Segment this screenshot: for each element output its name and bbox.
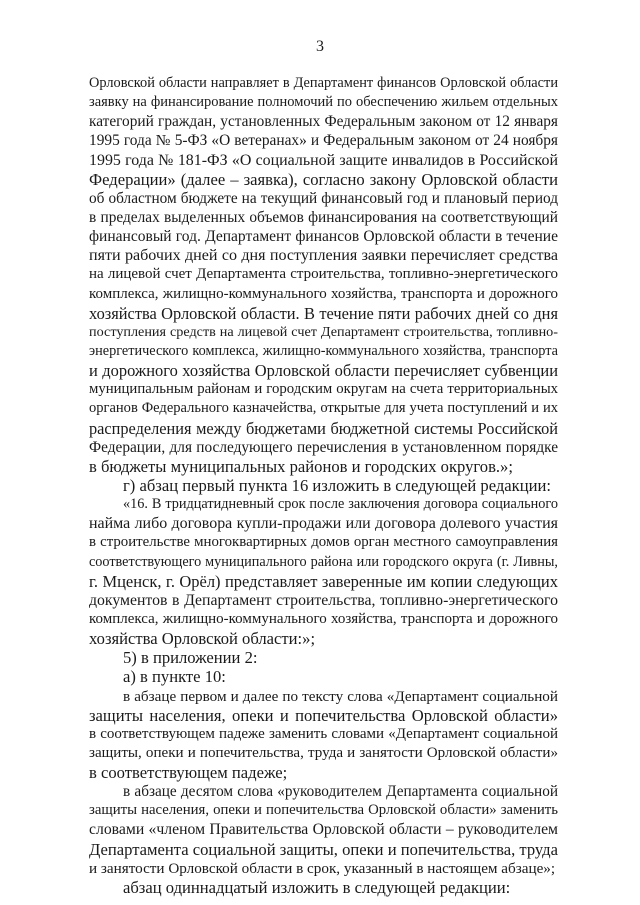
text-line: в соответствующем падеже;	[89, 763, 288, 783]
text-line: г. Мценск, г. Орёл) представляет заверенные им копии следующих	[89, 571, 558, 591]
text-line: и дорожного хозяйства Орловской области перечисляет субвенции	[89, 361, 558, 381]
text-line: хозяйства Орловской области. В течение пяти рабочих дней со дня	[89, 303, 558, 323]
text-line: 1995 года № 5-ФЗ «О ветеранах» и Федеральным законом от 24 ноября	[89, 132, 558, 150]
text-line: в бюджеты муниципальных районов и городских округов.»;	[89, 456, 513, 476]
text-line: пяти рабочих дней со дня поступления заявки перечисляет средства	[89, 247, 558, 265]
text-line: соответствующего муниципального района или городского округа (г. Ливны,	[89, 553, 558, 570]
text-line: энергетического комплекса, жилищно-коммунального хозяйства, транспорта	[89, 342, 558, 359]
text-line: комплекса, жилищно-коммунального хозяйства, транспорта и дорожного	[89, 610, 558, 627]
text-line: 1995 года № 181-ФЗ «О социальной защите инвалидов в Российской	[89, 151, 558, 169]
text-line: г) абзац первый пункта 16 изложить в следующей редакции:	[123, 475, 551, 495]
text-line: об областном бюджете на текущий финансовый год и плановый период	[89, 189, 558, 207]
text-line: защиты населения, опеки и попечительства Орловской области» заменить	[89, 802, 558, 819]
page-number: 3	[316, 38, 324, 55]
text-line: словами «членом Правительства Орловской области – руководителем	[89, 821, 558, 839]
text-line: в строительстве многоквартирных домов орган местного самоуправления	[89, 534, 558, 551]
text-line: документов в Департамент строительства, топливно-энергетического	[89, 591, 558, 609]
text-line: категорий граждан, установленных Федеральным законом от 12 января	[89, 113, 558, 131]
text-line: Департамента социальной защиты, опеки и попечительства, труда	[89, 839, 558, 859]
text-line: найма либо договора купли-продажи или договора долевого участия	[89, 515, 558, 533]
text-line: защиты населения, опеки и попечительства Орловской области»	[89, 705, 558, 725]
text-line: финансовый год. Департамент финансов Орловской области в течение	[89, 228, 558, 246]
text-line: поступления средств на лицевой счет Департамент строительства, топливно-	[89, 323, 558, 340]
text-line: на лицевой счет Департамента строительства, топливно-энергетического	[89, 266, 558, 283]
text-line: органов Федерального казначейства, открытые для учета поступлений и их	[89, 400, 558, 417]
text-line: а) в пункте 10:	[123, 667, 226, 687]
text-line: распределения между бюджетами бюджетной системы Российской	[89, 418, 558, 438]
text-line: в пределах выделенных объемов финансирования на соответствующий	[89, 208, 558, 226]
text-line: Федерации» (далее – заявка), согласно закону Орловской области	[89, 169, 558, 189]
document-body	[89, 74, 558, 897]
text-line: хозяйства Орловской области:»;	[89, 629, 316, 649]
text-line: Орловской области направляет в Департамент финансов Орловской области	[89, 75, 558, 91]
text-line: в абзаце десятом слова «руководителем Департамента социальной	[123, 783, 558, 801]
text-line: и занятости Орловской области в срок, указанный в настоящем абзаце»;	[89, 859, 556, 877]
text-line: защиты, опеки и попечительства, труда и занятости Орловской области»	[89, 744, 558, 761]
text-line: «16. В тридцатидневный срок после заключения договора социального	[123, 496, 558, 513]
text-line: в соответствующем падеже заменить словами «Департамент социальной	[89, 725, 558, 742]
text-line: в абзаце первом и далее по тексту слова «Департамент социальной	[123, 687, 558, 705]
text-line: 5) в приложении 2:	[123, 648, 258, 668]
text-line: абзац одиннадцатый изложить в следующей редакции:	[123, 877, 511, 897]
text-line: Федерации, для последующего перечисления в установленном порядке	[89, 438, 558, 456]
text-line: комплекса, жилищно-коммунального хозяйства, транспорта и дорожного	[89, 285, 558, 302]
text-line: муниципальным районам и городским округам на счета территориальных	[89, 381, 558, 398]
text-line: заявку на финансирование полномочий по обеспечению жильем отдельных	[89, 94, 558, 111]
